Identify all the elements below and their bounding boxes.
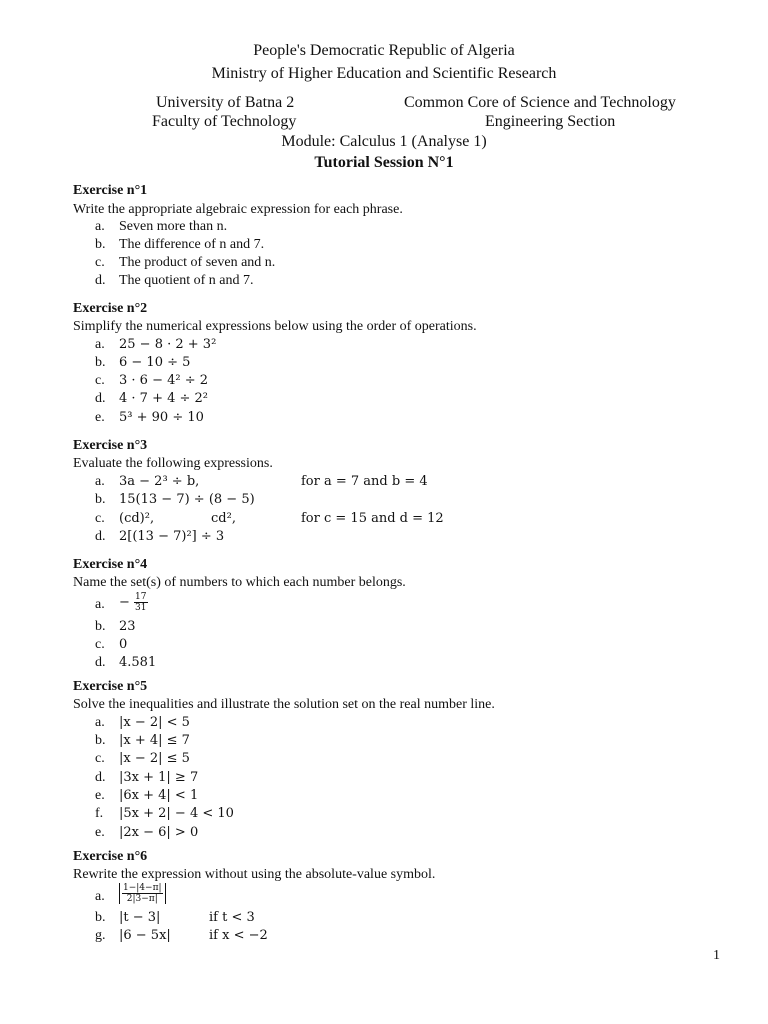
- header-common-core: Common Core of Science and Technology: [404, 94, 676, 111]
- header-module: Module: Calculus 1 (Analyse 1): [281, 133, 487, 150]
- exercise-item: e. 5³ + 90 ÷ 10: [95, 410, 204, 425]
- exercise-item: c. 0: [95, 637, 128, 652]
- condition: for c = 15 and d = 12: [301, 511, 444, 526]
- exercise-item: d. The quotient of n and 7.: [95, 273, 254, 288]
- fraction-expression: − $\frac{17}{31}$: [119, 592, 147, 613]
- exercise-2-instruction: Simplify the numerical expressions below using the order of operations.: [73, 319, 477, 334]
- exercise-1-instruction: Write the appropriate algebraic expression for each phrase.: [73, 202, 403, 217]
- header-university: University of Batna 2: [156, 94, 295, 111]
- page-title: Tutorial Session N°1: [314, 154, 454, 171]
- exercise-item: c. (cd)², cd², for c = 15 and d = 12: [95, 511, 444, 526]
- exercise-item: b. The difference of n and 7.: [95, 237, 265, 252]
- exercise-item: d. |3x + 1| ≥ 7: [95, 770, 199, 785]
- header-section: Engineering Section: [485, 113, 616, 130]
- condition: if t < 3: [209, 910, 255, 925]
- document-page: People's Democratic Republic of Algeria Ministry of Higher Education and Scientific Research University of Batna 2 Common Core of Science and Technology Faculty of Technology Engineering Section Module: Calculus 1 (Analyse 1) Tutorial Session N°1 Exercise n°1 Write the appropriate algebraic expression for each phrase. a. Seven more than n. b. The difference of n and 7. c. The product of seven and n. d. The quotient of n and 7. Exercise n°2 Simplify the numerical expressions below using the order of operations. a. 25 − 8 · 2 + 3² b. 6 − 10 ÷ 5 c. 3 · 6 − 4² ÷ 2 d. 4 · 7 + 4 ÷ 2² e. 5³ + 90 ÷ 10 Exercise n°3 Evaluate the following expressions. a. 3a − 2³ ÷ b, for a = 7 and b = 4 b. 15(13 − 7) ÷ (8 − 5) c. (cd)², cd², for c = 15 and d = 12 d. 2[(13 − 7)²] ÷ 3 Exercise n°4 Name the set(s) of numbers to which each number belongs. a. − $\frac{17}{31}$ b. 23 c. 0 d. 4.581 Exercise n°5 Solve the inequalities and illustrate the solution set on the real number line. a. |x − 2| < 5 b. |x + 4| ≤ 7 c. |x − 2| ≤ 5 d. |3x + 1| ≥ 7 e. |6x + 4| < 1 f. |5x + 2| − 4 < 10 e. |2x − 6| > 0 Exercise n°6 Rewrite the expression without using the absolute-value symbol. a. $\frac{1-|4-\pi|}{2|3-\pi|}$ b. |t − 3| if t < 3 g. |6 − 5x| if x < −2 1: [0, 0, 768, 1024]
- header-faculty: Faculty of Technology: [152, 113, 297, 130]
- exercise-item: d. 2[(13 − 7)²] ÷ 3: [95, 529, 225, 544]
- exercise-item: d. 4.581: [95, 655, 157, 670]
- exercise-3-title: Exercise n°3: [73, 438, 148, 453]
- exercise-item: g. |6 − 5x| if x < −2: [95, 928, 268, 943]
- exercise-item: b. 23: [95, 619, 136, 634]
- condition: for a = 7 and b = 4: [301, 474, 428, 489]
- exercise-item: c. |x − 2| ≤ 5: [95, 751, 190, 766]
- exercise-item: a. |x − 2| < 5: [95, 715, 190, 730]
- exercise-3-instruction: Evaluate the following expressions.: [73, 456, 273, 471]
- absolute-value-fraction: [119, 883, 166, 904]
- exercise-item: d. 4 · 7 + 4 ÷ 2²: [95, 391, 209, 406]
- exercise-1-title: Exercise n°1: [73, 183, 148, 198]
- condition: if x < −2: [209, 928, 268, 943]
- exercise-item: a. 25 − 8 · 2 + 3²: [95, 337, 217, 352]
- exercise-6-instruction: Rewrite the expression without using the absolute-value symbol.: [73, 867, 436, 882]
- exercise-item: e. |6x + 4| < 1: [95, 788, 199, 803]
- exercise-item: c. 3 · 6 − 4² ÷ 2: [95, 373, 209, 388]
- exercise-4-instruction: Name the set(s) of numbers to which each number belongs.: [73, 575, 406, 590]
- fraction: $\frac{1-|4-\pi|}{2|3-\pi|}$: [123, 883, 162, 904]
- exercise-item: b. 15(13 − 7) ÷ (8 − 5): [95, 492, 255, 507]
- exercise-item: c. The product of seven and n.: [95, 255, 276, 270]
- exercise-item: a. Seven more than n.: [95, 219, 228, 234]
- exercise-6-title: Exercise n°6: [73, 849, 148, 864]
- exercise-2-title: Exercise n°2: [73, 301, 148, 316]
- exercise-4-title: Exercise n°4: [73, 557, 148, 572]
- exercise-item: e. |2x − 6| > 0: [95, 825, 199, 840]
- exercise-item: a. 3a − 2³ ÷ b, for a = 7 and b = 4: [95, 474, 428, 489]
- exercise-item: b. 6 − 10 ÷ 5: [95, 355, 191, 370]
- header-ministry: Ministry of Higher Education and Scientific Research: [211, 65, 557, 82]
- exercise-5-title: Exercise n°5: [73, 679, 148, 694]
- exercise-item: b. |x + 4| ≤ 7: [95, 733, 190, 748]
- page-number: 1: [713, 948, 720, 963]
- header-republic: People's Democratic Republic of Algeria: [253, 42, 515, 59]
- exercise-item: b. |t − 3| if t < 3: [95, 910, 255, 925]
- absolute-value: [119, 883, 166, 904]
- fraction: $\frac{17}{31}$: [135, 592, 147, 613]
- exercise-item: f. |5x + 2| − 4 < 10: [95, 806, 234, 821]
- exercise-5-instruction: Solve the inequalities and illustrate the solution set on the real number line.: [73, 697, 495, 712]
